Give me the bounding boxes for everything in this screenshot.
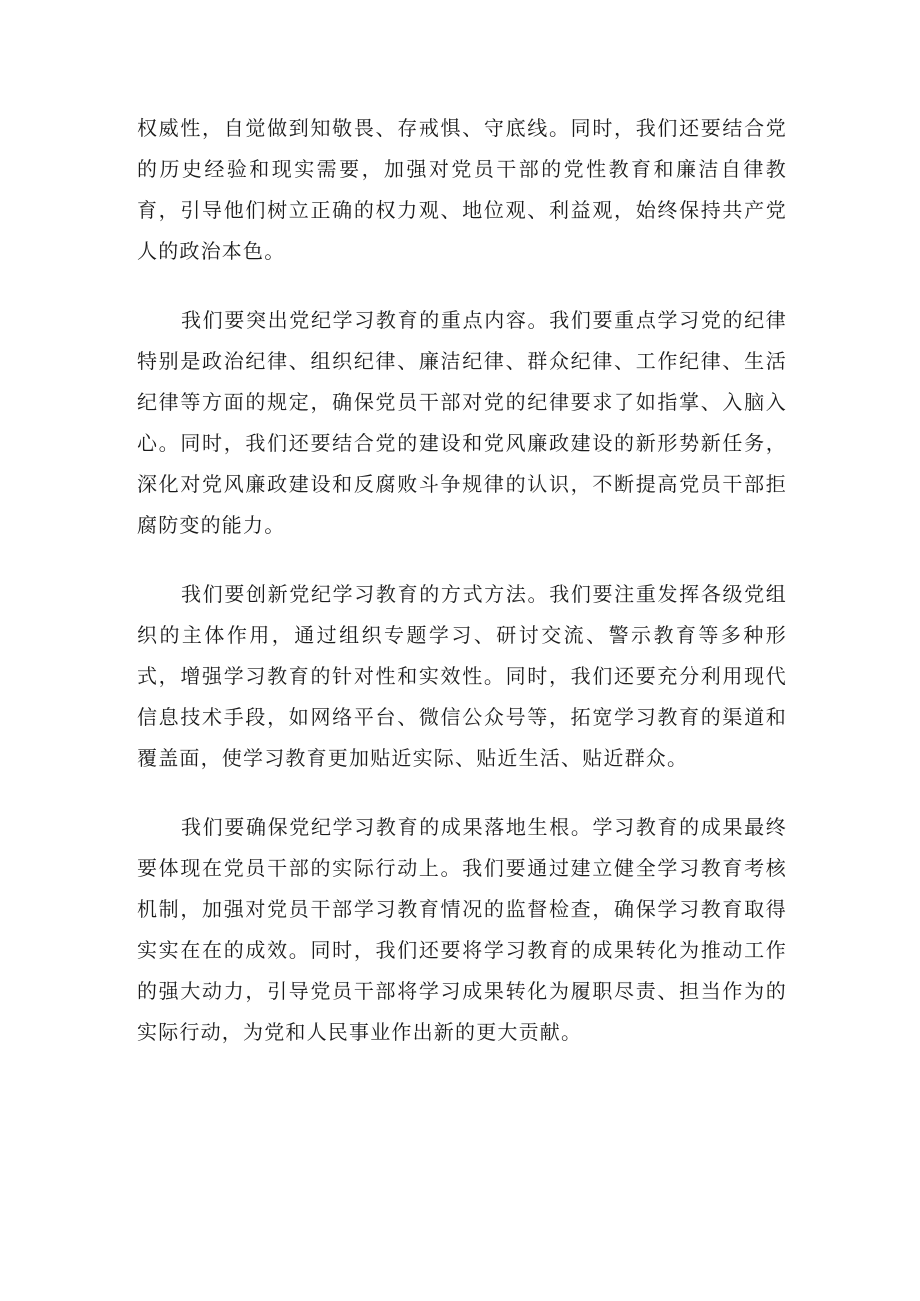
paragraph-2: 我们要突出党纪学习教育的重点内容。我们要重点学习党的纪律特别是政治纪律、组织纪律、廉洁纪律、群众纪律、工作纪律、生活纪律等方面的规定，确保党员干部对党的纪律要求了如指掌、入脑入心。同时，我们还要结合党的建设和党风廉政建设的新形势新任务，深化对党风廉政建设和反腐败斗争规律的认识，不断提高党员干部拒腐防变的能力。 — [137, 308, 787, 537]
paragraph-4: 我们要确保党纪学习教育的成果落地生根。学习教育的成果最终要体现在党员干部的实际行动上。我们要通过建立健全学习教育考核机制，加强对党员干部学习教育情况的监督检查，确保学习教育取得实实在在的成效。同时，我们还要将学习教育的成果转化为推动工作的强大动力，引导党员干部将学习成果转化为履职尽责、担当作为的实际行动，为党和人民事业作出新的更大贡献。 — [137, 815, 787, 1044]
document-body — [137, 108, 787, 1053]
paragraph-3: 我们要创新党纪学习教育的方式方法。我们要注重发挥各级党组织的主体作用，通过组织专题学习、研讨交流、警示教育等多种形式，增强学习教育的针对性和实效性。同时，我们还要充分利用现代信息技术手段，如网络平台、微信公众号等，拓宽学习教育的渠道和覆盖面，使学习教育更加贴近实际、贴近生活、贴近群众。 — [137, 582, 787, 770]
paragraph-1: 权威性，自觉做到知敬畏、存戒惧、守底线。同时，我们还要结合党的历史经验和现实需要，加强对党员干部的党性教育和廉洁自律教育，引导他们树立正确的权力观、地位观、利益观，始终保持共产党人的政治本色。 — [137, 116, 787, 263]
